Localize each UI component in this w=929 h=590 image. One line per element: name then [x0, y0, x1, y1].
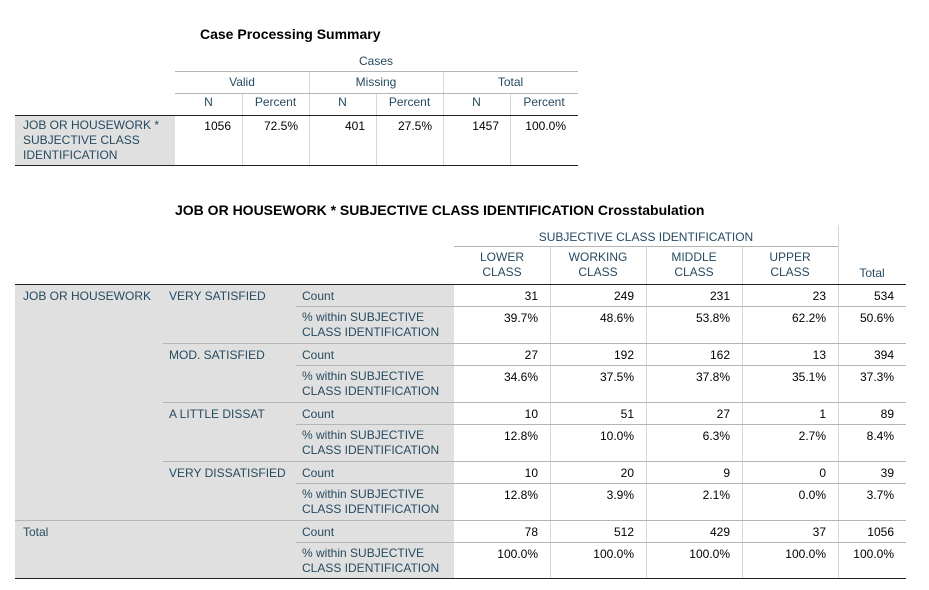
stat-label-line: CLASS IDENTIFICATION	[302, 325, 440, 339]
grid-line	[376, 116, 377, 165]
stat-label-count: Count	[302, 407, 335, 421]
cell-percent-total: 50.6%	[859, 311, 894, 325]
cell-percent-total: 100.0%	[853, 547, 894, 561]
grid-line	[550, 247, 551, 285]
valid-n-header: N	[204, 95, 213, 109]
grid-line	[15, 520, 906, 521]
cell-percent: 37.5%	[599, 370, 634, 384]
grid-line	[163, 343, 906, 344]
cell-count: 0	[819, 466, 826, 480]
missing-percent-header: Percent	[388, 95, 431, 109]
cell-percent: 53.8%	[695, 311, 730, 325]
stat-label-percent	[302, 546, 439, 576]
cell-count: 249	[613, 289, 634, 303]
grid-line	[376, 94, 377, 115]
column-header-line: MIDDLE	[671, 250, 717, 264]
cell-count: 192	[613, 348, 634, 362]
total-header: Total	[497, 75, 524, 89]
cell-percent: 39.7%	[503, 311, 538, 325]
stat-label-line: % within SUBJECTIVE	[302, 428, 425, 442]
cell-count: 27	[716, 407, 730, 421]
cell-percent: 2.1%	[702, 488, 730, 502]
total-n-header: N	[472, 95, 481, 109]
stat-label-percent	[302, 428, 439, 458]
grid-line	[175, 93, 578, 94]
cell-percent: 100.0%	[593, 547, 634, 561]
column-header-line: LOWER	[479, 250, 524, 264]
cell-percent: 12.8%	[503, 488, 538, 502]
stat-label-line: % within SUBJECTIVE	[302, 487, 425, 501]
cell-percent: 0.0%	[798, 488, 826, 502]
missing-percent-value: 27.5%	[397, 119, 432, 133]
missing-header: Missing	[355, 75, 397, 89]
column-header-line: CLASS	[482, 265, 522, 279]
cell-count: 9	[723, 466, 730, 480]
cell-count: 31	[524, 289, 538, 303]
cell-percent: 62.2%	[791, 311, 826, 325]
grid-line	[163, 402, 906, 403]
cell-count: 37	[812, 525, 826, 539]
grid-line	[742, 247, 743, 285]
row-group-label: MOD. SATISFIED	[169, 348, 265, 362]
cell-count: 231	[709, 289, 730, 303]
row-label-line: IDENTIFICATION	[23, 148, 118, 162]
stat-label-percent	[302, 369, 439, 399]
row-label-line: SUBJECTIVE CLASS	[23, 133, 140, 147]
column-header-lower-class	[454, 250, 550, 280]
grid-line	[510, 94, 511, 115]
stat-label-count: Count	[302, 348, 335, 362]
grid-line	[296, 542, 906, 543]
stat-label-line: CLASS IDENTIFICATION	[302, 561, 440, 575]
cell-percent: 3.9%	[606, 488, 634, 502]
column-header-line: UPPER	[769, 250, 811, 264]
stat-label-line: CLASS IDENTIFICATION	[302, 502, 440, 516]
row-label-cell	[15, 116, 175, 165]
cell-count: 27	[524, 348, 538, 362]
valid-percent-value: 72.5%	[263, 119, 298, 133]
cell-percent: 37.8%	[695, 370, 730, 384]
cell-count: 512	[613, 525, 634, 539]
cell-percent-total: 37.3%	[859, 370, 894, 384]
total-percent-header: Percent	[523, 95, 565, 109]
cell-count: 1	[819, 407, 826, 421]
cell-count: 10	[524, 407, 538, 421]
column-header-line: CLASS	[578, 265, 618, 279]
total-row-label: Total	[23, 525, 49, 539]
cell-percent-total: 8.4%	[866, 429, 894, 443]
cell-count-total: 39	[880, 466, 894, 480]
stat-label-count: Count	[302, 289, 335, 303]
column-group-header: SUBJECTIVE CLASS IDENTIFICATION	[538, 230, 754, 244]
cell-count: 23	[812, 289, 826, 303]
cell-count: 162	[709, 348, 730, 362]
cell-percent: 12.8%	[503, 429, 538, 443]
row-group-label: VERY SATISFIED	[169, 289, 266, 303]
grid-line	[15, 165, 578, 166]
cell-percent: 100.0%	[785, 547, 826, 561]
grid-line	[309, 116, 310, 165]
grid-line	[646, 247, 647, 285]
cell-percent: 10.0%	[599, 429, 634, 443]
cell-count-total: 534	[873, 289, 894, 303]
cell-count: 10	[524, 466, 538, 480]
cell-count: 429	[709, 525, 730, 539]
grid-line	[296, 424, 906, 425]
column-header-working-class	[550, 250, 646, 280]
case-summary-title: Case Processing Summary	[200, 26, 381, 42]
row-variable-label: JOB OR HOUSEWORK	[23, 289, 152, 303]
stat-label-line: % within SUBJECTIVE	[302, 310, 425, 324]
grid-line	[296, 365, 906, 366]
cell-percent: 100.0%	[689, 547, 730, 561]
cell-count-total: 1056	[867, 525, 894, 539]
cell-count: 20	[620, 466, 634, 480]
stat-label-line: % within SUBJECTIVE	[302, 369, 425, 383]
total-n-value: 1457	[472, 119, 499, 133]
cell-percent: 34.6%	[503, 370, 538, 384]
grid-line	[443, 116, 444, 165]
missing-n-header: N	[338, 95, 347, 109]
column-header-total: Total	[859, 266, 885, 280]
row-group-label: VERY DISSATISFIED	[169, 466, 286, 480]
cell-count: 78	[524, 525, 538, 539]
cell-percent: 48.6%	[599, 311, 634, 325]
grid-line	[15, 578, 906, 579]
column-header-middle-class	[646, 250, 742, 280]
grid-line	[163, 461, 906, 462]
stat-label-count: Count	[302, 525, 335, 539]
total-percent-value: 100.0%	[525, 119, 566, 133]
grid-line	[510, 116, 511, 165]
missing-n-value: 401	[344, 119, 365, 133]
valid-percent-header: Percent	[254, 95, 297, 109]
grid-line	[838, 225, 839, 285]
column-header-upper-class	[742, 250, 838, 280]
column-header-line: CLASS	[770, 265, 810, 279]
crosstab-title: JOB OR HOUSEWORK * SUBJECTIVE CLASS IDENTIFICATION Crosstabulation	[175, 202, 705, 218]
grid-line	[242, 94, 243, 115]
cell-count-total: 89	[880, 407, 894, 421]
column-header-line: CLASS	[674, 265, 714, 279]
stat-label-percent	[302, 487, 439, 517]
column-header-line: WORKING	[568, 250, 628, 264]
stat-label-line: CLASS IDENTIFICATION	[302, 384, 440, 398]
grid-line	[175, 71, 578, 72]
grid-line	[296, 306, 906, 307]
grid-line	[242, 116, 243, 165]
grid-line	[296, 483, 906, 484]
valid-header: Valid	[229, 75, 255, 89]
cell-count: 13	[812, 348, 826, 362]
cell-count-total: 394	[873, 348, 894, 362]
cell-percent: 100.0%	[497, 547, 538, 561]
row-label-line: JOB OR HOUSEWORK *	[23, 118, 160, 132]
stat-label-count: Count	[302, 466, 335, 480]
cell-percent: 35.1%	[791, 370, 826, 384]
stat-label-percent	[302, 310, 439, 340]
cell-percent-total: 3.7%	[866, 488, 894, 502]
row-group-label: A LITTLE DISSAT	[169, 407, 265, 421]
valid-n-value: 1056	[204, 119, 231, 133]
cases-header: Cases	[358, 54, 393, 68]
cell-count: 51	[620, 407, 634, 421]
stat-label-line: % within SUBJECTIVE	[302, 546, 425, 560]
cell-percent: 6.3%	[702, 429, 730, 443]
stat-label-line: CLASS IDENTIFICATION	[302, 443, 440, 457]
cell-percent: 2.7%	[798, 429, 826, 443]
